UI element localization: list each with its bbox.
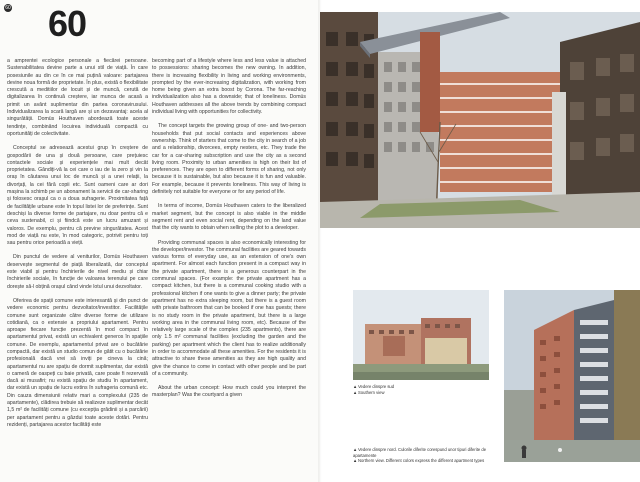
english-paragraph-3: In terms of income, Domüs Houthaven caters to the liberalized market segment, but the concept is also viable in the middle segment rent and even social rent, depending on the land value that the city wants to obtain when selling the plot to a developer.: [152, 203, 306, 232]
caption-triangle-icon: ▲: [353, 384, 358, 389]
english-paragraph-4: Providing communal spaces is also economically interesting for the developer/investor. The communal facilities are geared towards various forms of everyday use, as an extension of one's own apartment. For almost each function present in a compact way in the private apartment, there is a generous counterpart in the communal spaces. (For example: the private apartment has a compact kitchen, but there is a communal cooking studio with a professional kitchen if one wants to give a dinner party; the private apartment has no extra sleeping room, but there is a guest room with private bathroom that can be booked if one has guests; there is no study room in the private apartment, but there is a large working area in the communal living room, etc). Because of the relatively large scale of the complex (235 apartments), there are only 1.5 m² communal facilities (excluding the garden and the parking) per apartment which the client has to realize additionally in order to accommodate all these amenities. For the residents it is attractive to share these amenities as they are high quality and give the chance to come in contact with other people and be part of a community.: [152, 239, 306, 377]
romanian-paragraph-2: Conceptul se adresează acestui grup în creștere de gospodării de una și două persoane, care prețuiesc contactele sociale și experiențele mai mult decât proprietatea. Gândiți-vă la cei care o iau de la zero și vin la oraș în căutarea unui loc de muncă și a unei relații, la divorțați, la cei fără copii etc. Sunt oameni care ar dori mașina la schimb pe un abonament la servicii de car-sharing și folosesc orașul ca o a doua sufragerie. Proximitatea față de facilitățile urbane este în topul listei lor de preferințe. Sunt deschiși la diverse forme de partajare, nu doar pentru că e ceva sustenabil, ci și fiindcă este un lucru amuzant și valoros. De exemplu, pentru că previne singurătatea. Acest mod de viață nu este, în mod categoric, potrivit pentru toți sau pentru orice perioadă a vieții.: [7, 145, 148, 247]
southern-view-photo: [353, 290, 489, 380]
courtyard-photo: [320, 12, 640, 228]
caption-triangle-icon: ▲: [353, 458, 358, 463]
romanian-paragraph-3: Din punctul de vedere al veniturilor, Domüs Houthaven deservește segmentul de piață liberalizată, dar conceptul este viabil și pentru închirierile de nivel mediu și chiar închirierile sociale, în funcție de valoarea terenului pe care dorește să-l obțină orașul când vinde lotul unui dezvoltator.: [7, 254, 148, 290]
english-paragraph-2: The concept targets the growing group of one- and two-person households that put social contacts and experiences above ownership. Think of starters that come to the city in search of a job and a relationship, divorcees, empty nesters, etc. They trade the car for a car-sharing subscription and use the city as a second living room. Proximity to urban amenities is high on their list of preferences. They are open to different forms of sharing, not only because it is sustainable, but also because it is fun and valuable. For example, because it prevents loneliness. This way of living is definitely not suitable for everyone or for any period of life.: [152, 123, 306, 196]
page-number-badge: 60: [5, 5, 11, 11]
english-paragraph-1: becoming part of a lifestyle where less and less value is attached to possessions: sharing becomes the new owning. In addition, there is increasing flexibility in living and working environments, prompted by the ever-increasing digitalization, with working from home being given an extra boost by Corona. The far-reaching individualization also has a downside; that of loneliness. Domüs Houthaven addresses all the above trends by combining compact individual living with opportunities for collectivity.: [152, 58, 306, 116]
caption-ro-line: Vedere dinspre nord. Culorile diferite corespund unor tipuri diferite de apartamente: [353, 447, 487, 458]
caption-triangle-icon: ▲: [353, 447, 358, 452]
southern-view-caption: [353, 384, 483, 395]
caption-ro-line: Vedere dinspre sud: [358, 384, 395, 389]
section-number: 60: [48, 3, 87, 44]
romanian-paragraph-1: a amprentei ecologice personale a fiecărei persoane. Sustenabilitatea devine parte a unui stil de viață. În care posesiunile au din ce în ce mai puțină valoare: partajarea devine noua formă de proprietate. În plus, există o flexibilitate crescută a meditiilor de locuit și de muncă, cerută de digitalizarea în continuă creștere, iar munca de acasă a primit un avânt suplimentar din partea coronavirusului. Individualizarea la scară largă are și un dezavantaj: acela al singurătății. Domüs Houthaven abordează toate aceste tendințe, combinând locuirea individuală compactă cu oportunități de colectivitate.: [7, 58, 148, 137]
romanian-text-column: [7, 58, 148, 478]
northern-view-caption: [353, 447, 493, 464]
caption-triangle-icon: ▲: [353, 389, 358, 395]
romanian-paragraph-4: Oferirea de spații comune este interesantă și din punct de vedere economic pentru dezvoltator/investitor. Facilitățile comune sunt organizate către diverse forme de utilizare cotidiană, ca o extensie a propriului apartament. Pentru aproape fiecare funcție prezentă în mod compact în apartamentul privat, există un echivalent generos în spațiile comune. De exemplu, apartamentul privat are o bucătărie compactă, dar există un studio comun de gătit cu o bucătărie profesională dacă vrei să inviți pe cineva la cină; apartamentul nu are spațiu de dormit suplimentar, dar există o cameră de oaspeți cu baie privată, care poate fi rezervată dacă ai musafiri; nu există spațiu de studiu în apartament, dar există un spațiu de lucru extins în sufrageria comună etc. Din cauza dimensiunii relativ mari a complexului (235 de apartamente), clădirea trebuie să realizeze suplimentar decât 1,5 m² de facilități comune (cu excepția grădinii și a parcării) per apartament pentru a găzdui toate aceste dotări. Pentru rezidenți, partajarea acestor facilități este: [7, 297, 148, 428]
caption-en-line: Northern view. Different colors express the different apartment types: [358, 458, 485, 463]
northern-view-photo: [504, 290, 640, 462]
english-paragraph-5: About the urban concept: How much could you interpret the masterplan? Was the courtyard a given: [152, 385, 306, 399]
english-text-column: [148, 58, 306, 478]
caption-en-line: Southern view: [358, 389, 385, 395]
